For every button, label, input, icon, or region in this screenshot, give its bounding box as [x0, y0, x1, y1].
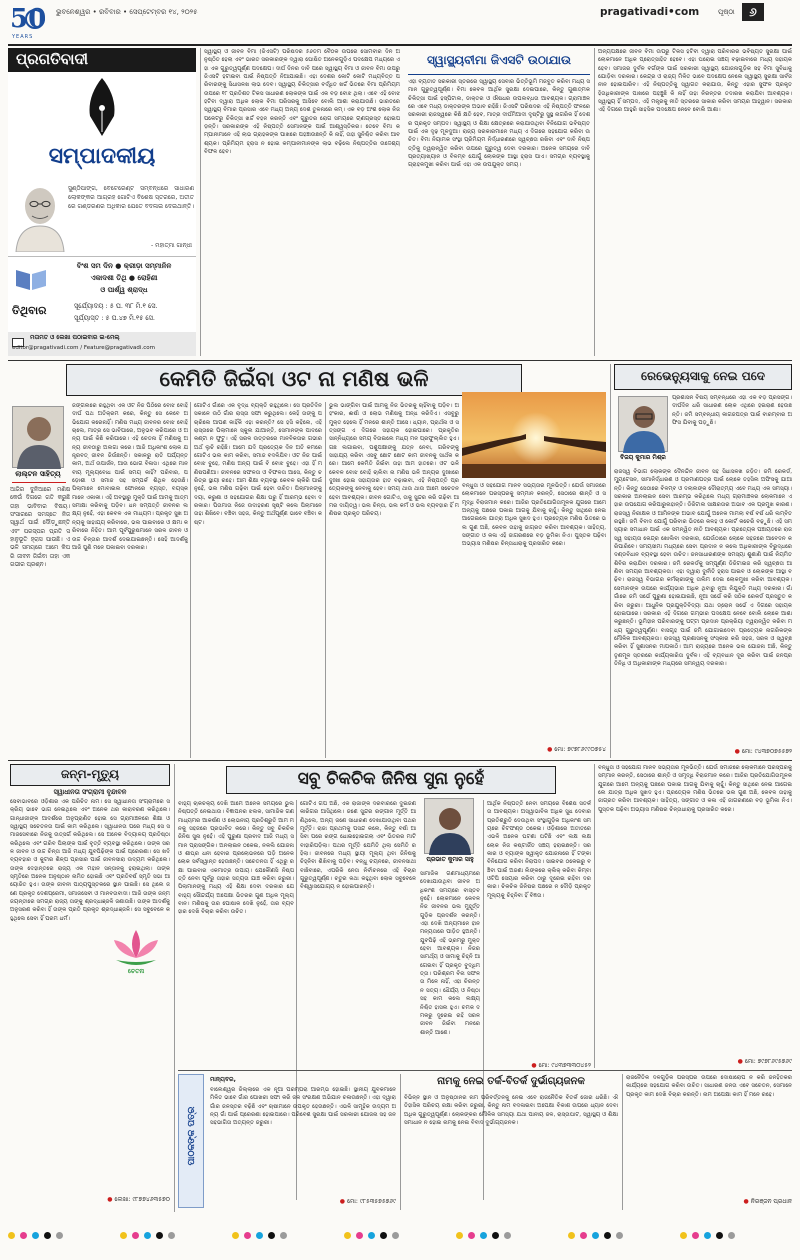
header-bar [0, 0, 800, 44]
contact-email[interactable]: editor@pragativadi.com / Feature@pragativadi.com [12, 345, 155, 351]
color-swatch [604, 1232, 611, 1239]
color-swatch [692, 1232, 699, 1239]
color-swatch [356, 1232, 363, 1239]
color-swatch [156, 1232, 163, 1239]
janma-mrutyu-title: ଜନ୍ମ-ମୃତ୍ୟୁ [10, 764, 170, 786]
gandhi-quote: ସୁଣ୍ଠିପାଙ୍ଗ, ବେଟେରେଣ୍ଟ ସମ୍ବନ୍ଧରେ ସାଧାରଣ ଲୋକଙ୍କର ଆଗ୍ରହ ଗୋଟିଏ ବିଶେଷ ସ୍ତରରେ, ଅତୀତରେ ଗଣ୍ଡରଣର ଅଧିକାର ଯେତେ ବଦଳାଇ ଦେଇଥାନ୍ତି। [68, 185, 194, 210]
sunset: ସୂର୍ଯ୍ୟାସ୍ତ : ୫ ଘ.୪୭ ମି.୧୫ ସେ. [74, 314, 155, 322]
masthead-rule [8, 256, 196, 257]
page-number: ୬ [742, 3, 764, 21]
article4-headline: ନାମକୁ ନେଇ ତର୍କ-ବିତର୍କ ଦୁର୍ଭାଗ୍ୟଜନକ [437, 1076, 585, 1087]
editorial-col-3: ଅନ୍ୟପକ୍ଷରେ ଜୀବନ ବିମା ଉପରୁ ଟିକସ ହଟିବା ଦ୍ୱାରା ପରିବାରର ଭବିଷ୍ୟତ ସୁରକ୍ଷା ପାଇଁ ଲୋକମାନେ ଅଧିକ ପ୍ରୋତ୍ସାହିତ ହେବେ। ଏହା ଘରୋଇ ସଞ୍ଚୟ ବଢ଼ାଇବାରେ ମଧ୍ୟ ସହାୟକ ହେବ। ସମାଜର ଦୁର୍ବଳ ବର୍ଗଙ୍କ ପାଇଁ ସରକାରୀ ସ୍ୱାସ୍ଥ୍ୟ ଯୋଜନାଗୁଡ଼ିକ ସହ ବିମା ସୁବିଧାକୁ ଯୋଡ଼ିବା ଦରକାର। କେନ୍ଦ୍ର ଓ ରାଜ୍ୟ ମିଳିତ ଭାବେ ପଦକ୍ଷେପ ନେଲେ ସ୍ୱାସ୍ଥ୍ୟ ସୁରକ୍ଷା ସାର୍ବଜନୀନ ହୋଇପାରିବ। ଏହି ନିଷ୍ପତ୍ତିକୁ ସ୍ୱାଗତ କରାଯାଉ, କିନ୍ତୁ ଏହାର ସୁଫଳ ପ୍ରକୃତ ହିତାଧିକାରୀଙ୍କ ପାଖରେ ପହଞ୍ଚୁଛି କି ନାହିଁ ତାହା ନିରନ୍ତର ତଦାରଖ କରାଯିବା ଆବଶ୍ୟକ। ସ୍ୱାସ୍ଥ୍ୟ ହିଁ ସମ୍ପଦ, ଏହି ମନ୍ତ୍ରକୁ ନୀତି ସ୍ତରରେ ସାକାର କରିବା ସମୟର ଆହ୍ୱାନ। ସରକାର ଏହି ଦିଗରେ ଆହୁରି ସାହସିକ ପଦକ୍ଷେପ ନେବେ ବୋଲି ଆଶା। [598, 49, 792, 114]
article2-author-photo [618, 396, 668, 452]
article3-headline: ସବୁ ଚିକଚିକ ଜିନିଷ ସୁନା ନୁହେଁ [226, 766, 556, 794]
color-swatch [468, 1232, 475, 1239]
article4-body: ବିଭିନ୍ନ ସ୍ଥାନ ଓ ଅନୁଷ୍ଠାନର ନାମ ପରିବର୍ତ୍ତନକୁ ନେଇ ଏବେ ରାଜନୈତିକ ବିତର୍କ ଜୋର ଧରିଛି। ଐତିହାସିକ ପରିଚୟ ରକ୍ଷା କରିବା ଜରୁରୀ, କିନ୍ତୁ ନାମ ବଦଳାଇବା ଅପେକ୍ଷା ବିକାଶ ଉପରେ ଧ୍ୟାନ ଦେବା ଅଧିକ ଗୁରୁତ୍ୱପୂର୍ଣ୍ଣ। ଲୋକଙ୍କର ମୌଳିକ ସମସ୍ୟା ଯଥା ପାନୀୟ ଜଳ, ରାସ୍ତାଘାଟ, ସ୍ୱାସ୍ଥ୍ୟ ଓ ଶିକ୍ଷା ସମାଧାନ ନ ହୋଇ ନାମକୁ ନେଇ ବିବାଦ ଦୁର୍ଭାଗ୍ୟଜନକ। [404, 1095, 618, 1127]
color-swatch [168, 1232, 175, 1239]
book-icon [14, 266, 48, 292]
article4-col-3: ରାଜନୈତିକ ଦଳଗୁଡ଼ିକ ପରସ୍ପର ଉପରେ ଦୋଷାରୋପ ନ କରି ଜନହିତକର କାର୍ଯ୍ୟରେ ସହଯୋଗ କରିବା ଉଚିତ। ସାଧାରଣ ଜନତା ଏବେ ସଚେତନ, ସେମାନେ ପ୍ରକୃତ କାମ ଦେଖି ବିଚାର କରନ୍ତି। ନାମ ଅପେକ୍ଷା କାମ ହିଁ ମନେ ରହେ। [626, 1075, 792, 1098]
color-swatch [568, 1232, 575, 1239]
article3-author: ପ୍ରଭାତ କୁମାର ସାହୁ [426, 856, 474, 863]
article3-col-5: ବନ୍ଧୁତା ଓ ସହଯୋଗ ମାନବ ସଭ୍ୟତାର ମୂଳଭିତ୍ତି। ଯେଉଁ ସମାଜରେ ଲୋକମାନେ ପରସ୍ପରକୁ ସମ୍ମାନ କରନ୍ତି, ସେଠାରେ ଶାନ୍ତି ଓ ସମୃଦ୍ଧି ବିରାଜମାନ କରେ। ଆଜିର ପ୍ରତିଯୋଗିତାମୂଳକ ଯୁଗରେ ଆମେ ଅନ୍ୟକୁ ପଛରେ ପକାଇ ଆଗକୁ ଯିବାକୁ ଚାହୁଁ। କିନ୍ତୁ ସାଥିରେ ନେଇ ଆଗେଇଲେ ଯାତ୍ରା ଅଧିକ ସୁଖଦ ହୁଏ। ପ୍ରତ୍ୟେକ ମଣିଷ ଭିତରେ ଭଲ ଗୁଣ ଅଛି, କେବଳ ତାହାକୁ ଜାଗ୍ରତ କରିବା ଆବଶ୍ୟକ। ସାହିତ୍ୟ, ସଙ୍ଗୀତ ଓ କଳା ଏହି ଜାଗରଣରେ ବଡ଼ ଭୂମିକା ନିଏ। ପୁସ୍ତକ ପଢ଼ିବା ଅଭ୍ୟାସ ମଣିଷର ଚିନ୍ତାଧାରାକୁ ପ୍ରସାରିତ କରେ। [598, 765, 792, 813]
color-swatch [120, 1232, 127, 1239]
article1-col-2: ଗୋଟିଏ ଗାଁରେ ଏକ ବୃଦ୍ଧ ବ୍ୟକ୍ତି ରହୁଥିଲେ। ସେ ପ୍ରତିଦିନ ସକାଳେ ଉଠି ଗାଁର ରାସ୍ତା ସଫା କରୁଥିଲେ। କେହି ତାଙ୍କୁ ପଚାରିଲେ ଆପଣ କାହିଁକି ଏହା କରନ୍ତି? ସେ ହସି କହିଲେ, ଏହି ରାସ୍ତାରେ ପିଲାମାନେ ସ୍କୁଲ ଯାଆନ୍ତି, ସେମାନଙ୍କ ପାଦରେ କଣ୍ଟା ନ ଫୁଟୁ। ଏହି ସରଳ ଉତ୍ତରରେ ମାନବିକତାର ଗଭୀର ଅର୍ଥ ଲୁଚି ରହିଛି। ଆମେ ଯଦି ପ୍ରତ୍ୟେକ ଦିନ ଅତି କମରେ ଗୋଟିଏ ଭଲ କାମ କରିବା, ସମାଜ ବଦଳିଯିବ। ଓଟ ନିଜ ପାଇଁ ବୋଝ ବୁହେ, ମଣିଷ ଅନ୍ୟ ପାଇଁ ବି ବୋଝ ବୁହେ। ଏହା ହିଁ ମଣିଷପଣିଆ। ଜୀବନରେ ସଫଳତା ଓ ବିଫଳତା ଆସେ, କିନ୍ତୁ ଚରିତ୍ର ସ୍ଥାୟୀ ରହେ। ଆମ ଶିକ୍ଷା ବ୍ୟବସ୍ଥା କେବଳ ଚାକିରି ପାଇଁ ନୁହେଁ, ଭଲ ମଣିଷ ଗଢ଼ିବା ପାଇଁ ହେବା ଉଚିତ। ପିଲାମାନଙ୍କୁ ଦୟା, କରୁଣା ଓ ସହଯୋଗର ଶିକ୍ଷା ଘରୁ ହିଁ ଆରମ୍ଭ ହେବା ଦରକାର। ପିତାମାତା ନିଜେ ଉଦାହରଣ ସୃଷ୍ଟି କଲେ ପିଲାମାନେ ତାହା ଶିଖିବେ। ବଞ୍ଚିବା ସହଜ, କିନ୍ତୁ ଅର୍ଥପୂର୍ଣ୍ଣ ଭାବେ ବଞ୍ଚିବା କଷ୍ଟ। [194, 403, 322, 526]
editorial-head-rule [408, 74, 590, 75]
dateline: ଭୁବନେଶ୍ୱର • ରବିବାର • ସେପ୍ଟେମ୍ବର ୧୪, ୨୦୨୫ [56, 8, 198, 16]
color-swatch [704, 1232, 711, 1239]
section-rule [8, 760, 792, 761]
article1-intro: ଆଜିର ଦୁନିଆରେ ମଣିଷ କେଉଁ ଦିଗରେ ଗତି କରୁଛି ତାହା ଭାବିବାର ବିଷୟ। ସଂସାରରେ ସମସ୍ତେ ନିଜ ସ୍ୱାର୍ଥ ପାଇଁ ଦୌଡ଼ୁଛନ୍ତି ଏବଂ ପରସ୍ପର ପ୍ରତି ସହାନୁଭୂତି ହ୍ରାସ ପାଉଛି। ଏଭଳି ସମୟରେ ଆମେ କିପରି ଜୀବନ ଜିଇଁବା ତାହା ଏକ ଗଭୀର ପ୍ରଶ୍ନ। [10, 487, 70, 569]
article3-author-photo [424, 798, 474, 854]
color-swatch [592, 1232, 599, 1239]
tithi-label: ତିଥିବାର [12, 304, 47, 317]
color-swatch [256, 1232, 263, 1239]
color-swatch [232, 1232, 239, 1239]
col-divider [610, 364, 611, 758]
article3-col-3: ସାମାଜିକ ଗଣମାଧ୍ୟମରେ ଦେଖାଯାଉଥିବା ଜୀବନ ଅଧିକାଂଶ ସମୟରେ ବାସ୍ତବ ନୁହେଁ। ଲୋକମାନେ କେବଳ ନିଜ ଜୀବନର ଭଲ ମୁହୂର୍ତ୍ତଗୁଡ଼ିକ ପ୍ରଦର୍ଶନ କରନ୍ତି। ଏହା ଦେଖି ଅନ୍ୟମାନେ ହୀନମନ୍ୟତାରେ ପୀଡ଼ିତ ହୁଅନ୍ତି। ଯୁବପିଢ଼ି ଏହି ଭ୍ରମରୁ ମୁକ୍ତ ହେବା ଆବଶ୍ୟକ। ନିଜର ସାମର୍ଥ୍ୟ ଓ ସୀମାକୁ ଚିହ୍ନି ଆଗେଇବା ହିଁ ପ୍ରକୃତ ବୁଦ୍ଧିମତ୍ତା। ପରିଶ୍ରମ ବିନା ସଫଳତା ମିଳେ ନାହିଁ, ଏହା ଚିରନ୍ତନ ସତ୍ୟ। ଧୈର୍ଯ୍ୟ ଓ ନିଷ୍ଠା ସହ କାମ କଲେ ଲକ୍ଷ୍ୟ ନିଶ୍ଚିତ ହାସଲ ହୁଏ। ଚମକ ଦମକରୁ ଦୂରେଇ ରହି ସରଳ ଜୀବନ ଜିଇଁବା ମନରେ ଶାନ୍ତି ଆଣେ। [420, 871, 480, 1036]
color-swatch [268, 1232, 275, 1239]
section-rule [8, 360, 792, 361]
article3-sig2-text: ମୋ: ୭୯୭୮୬୯୫୭୬୯ [744, 1058, 792, 1065]
col-divider [622, 1074, 623, 1210]
lotus-logo [104, 924, 168, 976]
color-swatch [44, 1232, 51, 1239]
article4-text: ବାଲେଶ୍ୱର ଜିଲ୍ଲାରେ ଏକ ନୂଆ ପରମ୍ପରା ଆରମ୍ଭ ହୋଇଛି। ସ୍ଥାନୀୟ ଯୁବକମାନେ ମିଳିତ ଭାବେ ଗାଁର ପୋଖରୀ ସଫା କରି ଜଳ ସଂରକ୍ଷଣ ଅଭିଯାନ ଚଳାଉଛନ୍ତି। ଏହା ଦ୍ୱାରା ଗାଁର ଜଳସ୍ତର ବଢ଼ିଛି ଏବଂ ଚାଷୀମାନେ ଉପକୃତ ହେଉଛନ୍ତି। ଏଭଳି ସାମୂହିକ ଉଦ୍ୟମ ଅନ୍ୟ ଗାଁ ପାଇଁ ପ୍ରେରଣା ହୋଇପାରେ। ପରିବେଶ ସୁରକ୍ଷା ପାଇଁ ସରକାରୀ ଯୋଜନା ସହ ଜନସହଭାଗିତା ଅତ୍ୟନ୍ତ ଜରୁରୀ। [210, 1087, 396, 1127]
shloka-line-2: ଏକାଦଶୀ ତିଥି ● ରୋହିଣୀ [90, 274, 158, 282]
color-swatch [728, 1232, 735, 1239]
janma-mrutyu-text: ସେବାଭାବରେ ଓଡ଼ିଶାର ଏକ ପରିଚିତ ନାମ। ସେ ସ୍ୱାଧୀନତା ସଂଗ୍ରାମରେ ସକ୍ରିୟ ଭାବେ ଭାଗ ନେଇଥିଲେ ଏବଂ ଅନେକ ଥର କାରାବରଣ କରିଥିଲେ। ଗାନ୍ଧୀଜୀଙ୍କ ଆଦର୍ଶରେ ଅନୁପ୍ରାଣିତ ହୋଇ ସେ ଗ୍ରାମାଞ୍ଚଳରେ ଶିକ୍ଷା ଓ ସ୍ୱାସ୍ଥ୍ୟ ସଚେତନତା ପାଇଁ କାମ କରିଥିଲେ। ସ୍ୱାଧୀନତା ପରେ ମଧ୍ୟ ସେ ସମାଜସେବାରେ ନିଜକୁ ଉତ୍ସର୍ଗ କରିଥିଲେ। ସେ ଅନେକ ବିଦ୍ୟାଳୟ ପ୍ରତିଷ୍ଠା କରିଥିଲେ ଏବଂ ଗରିବ ପିଲାଙ୍କ ପାଇଁ ବୃତ୍ତି ବ୍ୟବସ୍ଥା କରିଥିଲେ। ତାଙ୍କ ସରଳ ଜୀବନ ଓ ଉଚ୍ଚ ଚିନ୍ତା ଆଜି ମଧ୍ୟ ଯୁବପିଢ଼ିଙ୍କ ପାଇଁ ପ୍ରେରଣା। ସେ ଖଦି ବ୍ୟବହାର ଓ କୁଟୀର ଶିଳ୍ପ ପ୍ରସାର ପାଇଁ ଜୀବନସାରା ଉଦ୍ୟମ କରିଥିଲେ। ତାଙ୍କ ଦେହାନ୍ତରେ ରାଜ୍ୟ ଏକ ମହାନ ସନ୍ତାନକୁ ହରାଇଥିଲା। ତାଙ୍କ ସ୍ମୃତିରେ ଅନେକ ଅନୁଷ୍ଠାନ ନାମିତ ହୋଇଛି ଏବଂ ପ୍ରତିବର୍ଷ ସ୍ମୃତି ସଭା ଆୟୋଜିତ ହୁଏ। ତାଙ୍କ ଜୀବନୀ ପାଠ୍ୟପୁସ୍ତକରେ ସ୍ଥାନ ପାଇଛି। ସେ ଥିଲେ ଜଣେ ପ୍ରକୃତ ଦେଶପ୍ରେମୀ, ସମାଜସେବୀ ଓ ମାନବତାବାଦୀ। ଆଜି ତାଙ୍କ ଜନ୍ମ ଜୟନ୍ତୀରେ ସମଗ୍ର ରାଜ୍ୟ ତାଙ୍କୁ ଶ୍ରଦ୍ଧାଞ୍ଜଳି ଜଣାଉଛି। ତାଙ୍କ ଆଦର୍ଶକୁ ଅନୁସରଣ କରିବା ହିଁ ତାଙ୍କ ପ୍ରତି ପ୍ରକୃତ ଶ୍ରଦ୍ଧାଞ୍ଜଳି। ସେ ସବୁବେଳେ କହୁଥିଲେ ସେବା ହିଁ ପରମ ଧର୍ମ। [10, 799, 170, 922]
color-swatch [32, 1232, 39, 1239]
color-swatch [680, 1232, 687, 1239]
col-divider [200, 48, 201, 356]
sunrise: ସୂର୍ଯ୍ୟୋଦୟ : ୫ ଘ. ୩୮ ମି.୧ ସେ. [74, 302, 158, 310]
color-swatch [716, 1232, 723, 1239]
article3-signature-1: ● ମୋ: ୯୪୩୭୩୩୦୪୫୨ [531, 1062, 591, 1069]
col-divider [174, 764, 175, 1212]
janma-mrutyu-text-more [10, 932, 102, 976]
article2-sig-text: ମୋ: ୯୪୩୭୦୭୫୫୭୨ [741, 748, 792, 755]
section-title: ସମ୍ପାଦକୀୟ [48, 144, 156, 169]
color-swatch [344, 1232, 351, 1239]
lotus-logo-label: ଚେତନା [127, 968, 145, 975]
reader-intro: ମାନ୍ୟବର, [210, 1076, 236, 1083]
color-swatch [616, 1232, 623, 1239]
logo-years: 50 [10, 4, 47, 34]
col-divider [594, 48, 595, 356]
article2-body: ରାଜସ୍ୱ ବିଭାଗ ଲୋକଙ୍କ ଦୈନନ୍ଦିନ ଜୀବନ ସହ ସିଧାସଳଖ ଜଡ଼ିତ। ଜମି ରେକର୍ଡ, ମ୍ୟୁଟେସନ, ସୀମାନିର୍ଦ୍ଧାରଣ ଓ ପ୍ରମାଣପତ୍ର ପାଇଁ ଲୋକେ ତହସିଲ ଅଫିସକୁ ଯାଆନ୍ତି। କିନ୍ତୁ ସେଠାରେ ବିଳମ୍ବ ଓ ଦଲାଲଙ୍କ ଦୌରାତ୍ମ୍ୟ ଏବେ ମଧ୍ୟ ଏକ ସମସ୍ୟା। ସରକାର ଅନଲାଇନ ସେବା ଆରମ୍ଭ କରିଥିଲେ ମଧ୍ୟ ଗ୍ରାମାଞ୍ଚଳର ଲୋକମାନେ ଏହାର ଉପଯୋଗ କରିପାରୁନାହାନ୍ତି। ଡିଜିଟାଲ ସାକ୍ଷରତାର ଅଭାବ ଏକ ପ୍ରମୁଖ କାରଣ। ରାଜସ୍ୱ ନିରୀକ୍ଷକ ଓ ଆମିନଙ୍କ ଅଭାବ ଯୋଗୁଁ ଅନେକ ମାମଲା ବର୍ଷ ବର୍ଷ ଧରି ଲମ୍ବିତ ରହୁଛି। ଜମି ବିବାଦ ଯୋଗୁଁ ପରିବାର ଭିତରେ କଳହ ଓ କୋର୍ଟ କଚେରି ବଢ଼ୁଛି। ଏହି ସମସ୍ୟାର ସମାଧାନ ପାଇଁ ଏକ ସମନ୍ୱିତ ନୀତି ଆବଶ୍ୟକ। ପ୍ରତ୍ୟେକ ପଞ୍ଚାୟତରେ ରାଜସ୍ୱ ସହାୟତା କେନ୍ଦ୍ର ଖୋଲିବା ଦରକାର, ଯେଉଁଠାରେ ଲୋକେ ସହଜରେ ଆବେଦନ କରିପାରିବେ। ସମୟସୀମା ମଧ୍ୟରେ ସେବା ପ୍ରଦାନ ନ କଲେ ଅଧିକାରୀଙ୍କ ବିରୁଦ୍ଧରେ ଦଣ୍ଡବିଧାନ ବ୍ୟବସ୍ଥା ହେବା ଉଚିତ। ଜନସାଧାରଣଙ୍କ ସମସ୍ୟା ଶୁଣାଣି ପାଇଁ ନିୟମିତ ଶିବିର କରାଯିବା ଦରକାର। ଜମି ରେକର୍ଡକୁ ସମ୍ପୂର୍ଣ୍ଣ ଡିଜିଟାଇଜ କରି ସ୍ୱଚ୍ଛତା ଆଣିବା ସମୟର ଆବଶ୍ୟକତା। ଏହା ଦ୍ୱାରା ଦୁର୍ନୀତି ହ୍ରାସ ପାଇବ ଓ ଲୋକଙ୍କ ଆସ୍ଥା ବଢ଼ିବ। ରାଜସ୍ୱ ବିଭାଗର କର୍ମଚାରୀଙ୍କୁ ତାଲିମ ଦେଇ ଲୋକମୁଖୀ କରିବା ଆବଶ୍ୟକ। ସେମାନଙ୍କ ଉପରେ କାର୍ଯ୍ୟଭାର ଅଧିକ ଥିବାରୁ ନୂଆ ନିଯୁକ୍ତି ମଧ୍ୟ ଦରକାର। ଗାଁ ଗାଁରେ ଜମି ସର୍ଭେ ପୁରୁଣା ହୋଇଯାଇଛି, ନୂଆ ସର୍ଭେ କରି ସଠିକ ରେକର୍ଡ ପ୍ରସ୍ତୁତ କରିବା ଜରୁରୀ। ଆଧୁନିକ ପ୍ରଯୁକ୍ତିବିଦ୍ୟା ଯଥା ଡ୍ରୋନ ସର୍ଭେ ଏ ଦିଗରେ ସହାୟକ ହୋଇପାରେ। ସରକାର ଏହି ଦିଗରେ ଗମ୍ଭୀର ପଦକ୍ଷେପ ନେବେ ବୋଲି ଲୋକେ ଆଶା କରୁଛନ୍ତି। ଭୂମିହୀନ ପରିବାରଙ୍କୁ ପଟ୍ଟା ପ୍ରଦାନ ପ୍ରକ୍ରିୟା ତ୍ୱରାନ୍ୱିତ କରିବା ମଧ୍ୟ ଗୁରୁତ୍ୱପୂର୍ଣ୍ଣ। ବାସଗୃହ ପାଇଁ ଜମି ଯୋଗାଇଦେବା ପ୍ରତ୍ୟେକ ନାଗରିକଙ୍କ ମୌଳିକ ଆବଶ୍ୟକତା। ରାଜସ୍ୱ ପ୍ରଶାସନକୁ ସଂସ୍କାର କରି ସହଜ, ସରଳ ଓ ସ୍ୱଚ୍ଛ କରିବା ହିଁ ସୁଶାସନର ମାପକାଠି। ଆମ ରାଜ୍ୟରେ ଅନେକ ଭଲ ଯୋଜନା ଅଛି, କିନ୍ତୁ ତୃଣମୂଳ ସ୍ତରରେ କାର୍ଯ୍ୟକାରିତା ଦୁର୍ବଳ। ଏହି ବ୍ୟବଧାନ ଦୂର କରିବା ପାଇଁ ଜନପ୍ରତିନିଧି ଓ ଅଧିକାରୀଙ୍କ ମଧ୍ୟରେ ସମନ୍ୱୟ ଦରକାର। [614, 469, 792, 667]
color-swatch [280, 1232, 287, 1239]
reader-signature: ● ମୋ: ୯୮୫୩୫୭୫୭୬୯ [339, 1198, 396, 1205]
col-divider [400, 1074, 401, 1210]
article4-signature: ● ନିରଞ୍ଜନ ପ୍ରଧାନ [743, 1198, 792, 1205]
color-swatch [392, 1232, 399, 1239]
gandhi-attribution: - ମହାତ୍ମା ଗାନ୍ଧୀ [151, 242, 192, 249]
logo-sub: YEARS [12, 34, 34, 40]
editorial-col-2: ଏହା ବ୍ୟତୀତ ସରକାରୀ ସ୍ତରରେ ସ୍ୱାସ୍ଥ୍ୟ ସେବାର ଭିତ୍ତିଭୂମି ମଜବୁତ କରିବା ମଧ୍ୟ ସମାନ ଗୁରୁତ୍ୱପୂର୍ଣ୍ଣ। ବିମା କେବଳ ଆର୍ଥିକ ସୁରକ୍ଷା ଦେଇପାରେ, କିନ୍ତୁ ଗୁଣାତ୍ମକ ଚିକିତ୍ସା ପାଇଁ ହସ୍ପିଟାଲ, ଡାକ୍ତର ଓ ଔଷଧର ଉପଲବ୍ଧତା ଆବଶ୍ୟକ। ଗ୍ରାମାଞ୍ଚଳରେ ଏବେ ମଧ୍ୟ ଡାକ୍ତରଙ୍କ ଅଭାବ ରହିଛି। ଜିଏସଟି ପରିଷଦର ଏହି ନିଷ୍ପତ୍ତି ଫଳରେ ସରକାରୀ ରାଜସ୍ୱରେ କିଛି କ୍ଷତି ହେବ, ମାତ୍ର ଦୀର୍ଘମିଆଦୀ ଦୃଷ୍ଟିରୁ ସୁସ୍ଥ ନାଗରିକ ହିଁ ଦେଶର ପ୍ରକୃତ ସମ୍ପଦ। ସ୍ୱାସ୍ଥ୍ୟ ଓ ଶିକ୍ଷା କ୍ଷେତ୍ରରେ କରାଯାଉଥିବା ବିନିଯୋଗ ଭବିଷ୍ୟତ ପାଇଁ ଏକ ଦୃଢ଼ ମୂଳଦୁଆ। ରାଜ୍ୟ ସରକାରମାନେ ମଧ୍ୟ ଏ ଦିଗରେ ସହଯୋଗ କରିବା ଉଚିତ। ବିମା ନିୟାମକ ସଂସ୍ଥା ପ୍ରିମିୟମ ନିର୍ଦ୍ଧାରଣରେ ସ୍ୱଚ୍ଛତା ରଖିବା ଏବଂ ଦାବି ନିଷ୍ପତ୍ତିକୁ ତ୍ୱରାନ୍ୱିତ କରିବା ଉପରେ ଗୁରୁତ୍ୱ ଦେବା ଦରକାର। ଅନେକ ସମୟରେ ଦାବି ପ୍ରତ୍ୟାଖ୍ୟାନ ଓ ବିଳମ୍ବ ଯୋଗୁଁ ଲୋକଙ୍କ ଆସ୍ଥା ହ୍ରାସ ପାଏ। ସମଗ୍ର ବ୍ୟବସ୍ଥାକୁ ଗ୍ରାହକମୁଖୀ କରିବା ପାଇଁ ଏହା ଏକ ଉପଯୁକ୍ତ ସମୟ। [408, 79, 590, 169]
color-swatch [144, 1232, 151, 1239]
col-divider [594, 764, 595, 1068]
contact-label: ମତାମତ ଓ ଲେଖା ପଠାଇବାର ଇ-ମେଲ୍ [30, 334, 120, 341]
article1-col-4: ବନ୍ଧୁତା ଓ ସହଯୋଗ ମାନବ ସଭ୍ୟତାର ମୂଳଭିତ୍ତି। ଯେଉଁ ସମାଜରେ ଲୋକମାନେ ପରସ୍ପରକୁ ସମ୍ମାନ କରନ୍ତି, ସେଠାରେ ଶାନ୍ତି ଓ ସମୃଦ୍ଧି ବିରାଜମାନ କରେ। ଆଜିର ପ୍ରତିଯୋଗିତାମୂଳକ ଯୁଗରେ ଆମେ ଅନ୍ୟକୁ ପଛରେ ପକାଇ ଆଗକୁ ଯିବାକୁ ଚାହୁଁ। କିନ୍ତୁ ସାଥିରେ ନେଇ ଆଗେଇଲେ ଯାତ୍ରା ଅଧିକ ସୁଖଦ ହୁଏ। ପ୍ରତ୍ୟେକ ମଣିଷ ଭିତରେ ଭଲ ଗୁଣ ଅଛି, କେବଳ ତାହାକୁ ଜାଗ୍ରତ କରିବା ଆବଶ୍ୟକ। ସାହିତ୍ୟ, ସଙ୍ଗୀତ ଓ କଳା ଏହି ଜାଗରଣରେ ବଡ଼ ଭୂମିକା ନିଏ। ପୁସ୍ତକ ପଢ଼ିବା ଅଭ୍ୟାସ ମଣିଷର ଚିନ୍ତାଧାରାକୁ ପ୍ରସାରିତ କରେ। [462, 483, 606, 548]
color-swatch [580, 1232, 587, 1239]
color-swatch [380, 1232, 387, 1239]
editorial-headline: ସ୍ୱାସ୍ଥ୍ୟବୀମା ଜିଏସଟି ଉଠାଯାଉ [426, 53, 572, 67]
article1-col-3: ଭୁଲ ଭାଙ୍ଗିବା ପାଇଁ ଆମକୁ ନିଜ ଭିତରକୁ ଚାହିଁବାକୁ ପଡ଼ିବ। ଅହଂକାର, ଈର୍ଷା ଓ ଲୋଭ ମଣିଷକୁ ଅନ୍ଧ କରିଦିଏ। ଏସବୁରୁ ମୁକ୍ତ ହେଲେ ହିଁ ମନରେ ଶାନ୍ତି ଆସେ। ଧ୍ୟାନ, ପ୍ରାର୍ଥନା ଓ ସତ୍‌ସଙ୍ଗ ଏ ଦିଗରେ ସହାୟକ ହୋଇପାରେ। ପ୍ରକୃତିର ସାନ୍ନିଧ୍ୟରେ ସମୟ ବିତାଇଲେ ମଧ୍ୟ ମନ ପ୍ରଫୁଲ୍ଲିତ ହୁଏ। ଗଛ ଲଗାଇବା, ପଶୁପକ୍ଷୀଙ୍କୁ ଯତ୍ନ ନେବା, ଗରିବଙ୍କୁ ସାହାଯ୍ୟ କରିବା ଏସବୁ ଛୋଟ ଛୋଟ କାମ ଜୀବନକୁ ସାର୍ଥକ କରେ। ଆମେ କେମିତି ଜିଇଁବା ତାହା ଆମ ହାତରେ। ଓଟ ଭଳି କେବଳ ବୋଝ ବୋହି ଚାଲିବା ନା ମଣିଷ ଭଳି ଅନ୍ୟର ଦୁଃଖରେ ଦୁଃଖୀ ହୋଇ ସହାୟତାର ହାତ ବଢ଼ାଇବା, ଏହି ନିଷ୍ପତ୍ତି ପ୍ରତ୍ୟେକଙ୍କୁ ନେବାକୁ ହେବ। ସମୟ ଥାଉ ଥାଉ ଆମେ ସଚେତନ ହେବା ଆବଶ୍ୟକ। ଜୀବନ ଗୋଟିଏ, ତାକୁ ସୁନ୍ଦର କରି ଗଢ଼ିବା ଆମର ଦାୟିତ୍ୱ। ଭଲ ଚିନ୍ତା, ଭଲ କର୍ମ ଓ ଭଲ ବ୍ୟବହାର ହିଁ ମଣିଷର ପ୍ରକୃତ ପରିଚୟ। [329, 403, 459, 518]
paper-name: ପ୍ରଗତିବାଦୀ [16, 50, 89, 68]
color-swatch [368, 1232, 375, 1239]
janma-sig-text: ଲେଖା: ୯୮୭୭୪୬୩୫୭୦ [114, 1196, 170, 1203]
color-swatch [480, 1232, 487, 1239]
color-swatch [244, 1232, 251, 1239]
color-swatch [504, 1232, 511, 1239]
article2-author: ବିଜୟ କୁମାର ମିଶ୍ର [620, 454, 666, 461]
paper-name-banner [8, 48, 196, 72]
header-rule [8, 44, 792, 46]
article1-author-photo [12, 406, 64, 468]
article3-signature-2: ● ମୋ: ୭୯୭୮୬୯୫୭୬୯ [737, 1058, 792, 1065]
color-swatch [56, 1232, 63, 1239]
article3-sig1-text: ମୋ: ୯୪୩୭୩୩୦୪୫୨ [538, 1062, 591, 1069]
article1-author: ଲାଲ୍ଟନ ସାହିତ୍ୟ [15, 470, 61, 478]
editorial-col-1: ସ୍ୱାସ୍ଥ୍ୟ ଓ ଜୀବନ ବିମା (ଜିଏସଟି) ପରିଷଦର ୫୬ତମ ବୈଠକ ଉପରେ ସୋମବାର ଦିନ ଅନୁଷ୍ଠିତ ହେଲା ଏବଂ ଭାରତ ସରକାରଙ୍କ ଦ୍ୱାରା ଘୋଷିତ ଅନେକଗୁଡ଼ିଏ ପଦକ୍ଷେପ ମଧ୍ୟରେ ଏହା ଏକ ଗୁରୁତ୍ୱପୂର୍ଣ୍ଣ ପଦକ୍ଷେପ। ଦୀର୍ଘ ଦିନର ଦାବି ପରେ ସ୍ୱାସ୍ଥ୍ୟ ବିମା ଓ ଜୀବନ ବିମା ଉପରୁ ଜିଏସଟି ହଟାଇବା ପାଇଁ ନିଷ୍ପତ୍ତି ନିଆଯାଇଛି। ଏହା ଦେଶର କୋଟି କୋଟି ମଧ୍ୟବିତ୍ତ ପରିବାରଙ୍କୁ ସିଧାସଳଖ ଲାଭ ଦେବ। ସ୍ୱାସ୍ଥ୍ୟ ଚିକିତ୍ସାର ବର୍ଦ୍ଧିତ ଖର୍ଚ୍ଚ ଭିତରେ ବିମା ପ୍ରିମିୟମ ଉପରେ ୧୮ ପ୍ରତିଶତ ଟିକସ ସାଧାରଣ ଲୋକଙ୍କ ପାଇଁ ଏକ ବଡ଼ ବୋଝ ଥିଲା। ଏବେ ଏହି ବୋଝ ହଟିବା ଦ୍ୱାରା ଅଧିକ ଲୋକ ବିମା ପରିସରକୁ ଆସିବେ ବୋଲି ଆଶା କରାଯାଉଛି। ଭାରତରେ ସ୍ୱାସ୍ଥ୍ୟ ବିମାର ପ୍ରସାର ଏବେ ମଧ୍ୟ ଅନ୍ୟ ଦେଶ ତୁଳନାରେ କମ୍‌। ଏକ ବଡ଼ ଅଂଶ ଲୋକ ନିଜ ପକେଟରୁ ଚିକିତ୍ସା ଖର୍ଚ୍ଚ ବହନ କରନ୍ତି ଏବଂ ଗୁରୁତର ରୋଗ ସମୟରେ ଋଣଗ୍ରସ୍ତ ହୋଇପଡ଼ନ୍ତି। ସରକାରଙ୍କ ଏହି ନିଷ୍ପତ୍ତି ସେମାନଙ୍କ ପାଇଁ ଆଶ୍ୱସ୍ତିକର। ତେବେ ବିମା କମ୍ପାନୀମାନେ ଏହି ଲାଭ ଗ୍ରାହକଙ୍କ ପାଖରେ ପହଞ୍ଚାଉଛନ୍ତି କି ନାହିଁ, ତାହା ସୁନିଶ୍ଚିତ କରିବା ଆବଶ୍ୟକ। ପ୍ରିମିୟମ ହ୍ରାସ ନ ହୋଇ କମ୍ପାନୀମାନଙ୍କ ଲାଭ ବଢ଼ିଲେ ନିଷ୍ପତ୍ତିର ଉଦ୍ଦେଶ୍ୟ ବିଫଳ ହେବ। [204, 49, 400, 156]
color-swatch [492, 1232, 499, 1239]
site-url[interactable]: pragativadi•com [600, 6, 700, 18]
reader-letters-label: ପାଠକଙ୍କ ପତ୍ର [187, 1106, 197, 1166]
print-color-bar [8, 1220, 792, 1250]
reader-letters-tab [178, 1074, 204, 1208]
gandhi-portrait [12, 182, 66, 252]
color-swatch [132, 1232, 139, 1239]
reader-sig-text: ମୋ: ୯୮୫୩୫୭୫୭୬୯ [347, 1198, 396, 1205]
page-label: ପୃଷ୍ଠା [718, 8, 735, 16]
article3-col-1: ବାହ୍ୟ ଚାକଚକ୍ୟ ଦେଖି ଆମେ ଅନେକ ସମୟରେ ଭୁଲ ନିଷ୍ପତ୍ତି ନେଇଥାଉ। ବିଜ୍ଞାପନର ଝଲକ, ସାମାଜିକ ଗଣମାଧ୍ୟମର ଆକର୍ଷଣ ଓ ଲୋଭନୀୟ ପ୍ରତିଶ୍ରୁତି ଆମ ମନକୁ ସହଜରେ ପ୍ରଭାବିତ କରେ। କିନ୍ତୁ ସବୁ ଚିକଚିକ ଜିନିଷ ସୁନା ନୁହେଁ। ଏହି ପୁରୁଣା ପ୍ରବାଦ ଆଜି ମଧ୍ୟ ସମାନ ପ୍ରାସଙ୍ଗିକ। ଅନଲାଇନ ଠକେଇ, ନକଲି ଯୋଜନା ଓ ଶୀଘ୍ର ଧନୀ ହେବାର ପ୍ରଲୋଭନରେ ପଡ଼ି ଅନେକ ଲୋକ ସର୍ବସ୍ୱାନ୍ତ ହେଉଛନ୍ତି। ସଚେତନତା ହିଁ ଏଥିରୁ ରକ୍ଷା ପାଇବାର ଏକମାତ୍ର ଉପାୟ। ଯେକୌଣସି ନିଷ୍ପତ୍ତି ନେବା ପୂର୍ବରୁ ତାହାର ସତ୍ୟତା ଯାଞ୍ଚ କରିବା ଜରୁରୀ। ପିଲାମାନଙ୍କୁ ମଧ୍ୟ ଏହି ଶିକ୍ଷା ଦେବା ଦରକାର ଯେ ବାହ୍ୟ ସୌନ୍ଦର୍ଯ୍ୟ ଅପେକ୍ଷା ଭିତରର ଗୁଣ ଅଧିକ ମୂଲ୍ୟବାନ। ମଣିଷକୁ ତାର ପୋଷାକ ଦେଖି ନୁହେଁ, ତାର ବ୍ୟବହାର ଦେଖି ବିଚାର କରିବା ଉଚିତ। [178, 801, 294, 916]
article3-col-4: ଆର୍ଥିକ ନିଷ୍ପତ୍ତି ନେବା ସମୟରେ ବିଶେଷ ସତର୍କତା ଆବଶ୍ୟକ। ଅସ୍ୱାଭାବିକ ଅଧିକ ସୁଧ ଦେବାର ପ୍ରତିଶ୍ରୁତି ଦେଉଥିବା ସଂସ୍ଥାଗୁଡ଼ିକ ଅଧିକାଂଶ ସମୟରେ ଚିଟଫଣ୍ଡ ଠକେଇ। ଓଡ଼ିଶାରେ ଅତୀତରେ ଏଭଳି ଅନେକ ଘଟଣା ଘଟିଛି ଏବଂ ଲକ୍ଷ ଲକ୍ଷ ଲୋକ ନିଜ କଷ୍ଟାର୍ଜିତ ସଞ୍ଚୟ ହରାଇଛନ୍ତି। ସରକାର ଓ ବ୍ୟାଙ୍କ ସ୍ୱୀକୃତ ଯୋଜନାରେ ହିଁ ଟଙ୍କା ବିନିଯୋଗ କରିବା ନିରାପଦ। ସାଇବର ଠକେଇରୁ ବଞ୍ଚିବା ପାଇଁ ଅଜଣା ଲିଙ୍କରେ କ୍ଲିକ୍‌ କରିବା କିମ୍ବା ଓଟିପି ସେୟାର କରିବା ଠାରୁ ଦୂରେଇ ରହିବା ଦରକାର। ଚିକଚିକ ଜିନିଷର ପଛରେ ନ ଦୌଡ଼ି ପ୍ରକୃତ ମୂଲ୍ୟକୁ ଚିହ୍ନିବା ହିଁ ବିଜ୍ଞତା। [487, 801, 591, 899]
janma-mrutyu-signature: ● ଲେଖା: ୯୮୭୭୪୬୩୫୭୦ [107, 1196, 170, 1203]
masthead-panel [8, 48, 196, 332]
janma-mrutyu-subtitle: ସ୍ୱାଧୀନତା ସଂଗ୍ରାମୀ ବୃନ୍ଦାବନ [53, 788, 127, 796]
logo-ring-icon [25, 9, 45, 29]
article2-signature: ● ମୋ: ୯୪୩୭୦୭୫୫୭୨ [734, 748, 792, 755]
article4-sig-text: ନିରଞ୍ଜନ ପ୍ରଧାନ [750, 1198, 792, 1205]
article1-col-1: ଜଙ୍ଗଲରେ ରହୁଥିବା ଏକ ଓଟ ନିଜ ପିଠିରେ ବୋଝ ବୋହି ଦୀର୍ଘ ପଥ ଅତିକ୍ରମ କରେ, କିନ୍ତୁ ସେ କେବେ ଅଭିଯୋଗ କରେନାହିଁ। ମଣିଷ ମଧ୍ୟ ଜୀବନର ବୋଝ ବୋହି ଚାଲେ, ମାତ୍ର ସେ ଭାବିପାରେ, ଅନୁଭବ କରିପାରେ ଓ ଅନ୍ୟ ପାଇଁ କିଛି କରିପାରେ। ଏହି ଚେତନା ହିଁ ମଣିଷକୁ ଅନ୍ୟ ଜୀବଠାରୁ ଅଲଗା କରେ। ଆଜି ଅଧିକାଂଶ ଲୋକ ଯନ୍ତ୍ରବତ୍‌ ଜୀବନ ଜିଉଁଛନ୍ତି। ସକାଳରୁ ରାତି ପର୍ଯ୍ୟନ୍ତ କାମ, ଅର୍ଥ ଉପାର୍ଜନ, ଆଉ ଭୋଗ ବିଳାସ। ଏଥିରେ ମାନବୀୟ ମୂଲ୍ୟବୋଧ ପାଇଁ ସମୟ କାହିଁ? ପରିବାର, ପଡ଼ୋଶୀ ଓ ସମାଜ ସହ ସମ୍ପର୍କ ଶିଥିଳ ହେଉଛି। ପିଲାମାନେ ମୋବାଇଲ ଫୋନରେ ବ୍ୟସ୍ତ, ବୟସ୍କମାନେ ଏକାକୀ। ଏହି ଅବସ୍ଥାରୁ ମୁକ୍ତି ପାଇଁ ଆମକୁ ଆତ୍ମସମୀକ୍ଷା କରିବାକୁ ପଡ଼ିବ। ଧନ ସମ୍ପତ୍ତି ଜୀବନର ଲକ୍ଷ୍ୟ ନୁହେଁ, ଏହା କେବଳ ଏକ ମାଧ୍ୟମ। ପ୍ରକୃତ ସୁଖ ଅନ୍ୟକୁ ସାହାଯ୍ୟ କରିବାରେ, ଭଲ ପାଇବାରେ ଓ କ୍ଷମା କରିବାରେ ନିହିତ। ଆମ ପୂର୍ବପୁରୁଷମାନେ ସରଳ ଜୀବନ ଓ ଉଚ୍ଚ ଚିନ୍ତାର ଆଦର୍ଶ ଦେଇଯାଇଛନ୍ତି। ସେହି ଆଦର୍ଶକୁ ଆଜି ପୁଣି ମନେ ପକାଇବା ଦରକାର। [72, 403, 188, 551]
col-divider [190, 402, 191, 758]
color-swatch [456, 1232, 463, 1239]
shloka-line-1: ବିଂଶ ସମ ଦିନ ● କ୍ରୀଡ଼ା ସମ୍ମାନିନ [76, 262, 172, 270]
anniversary-logo [10, 4, 50, 40]
contact-strip [8, 332, 196, 356]
author-rule [12, 482, 66, 483]
pen-nib-icon [80, 76, 124, 138]
article3-col-2: ଗୋଟିଏ ଗପ ଅଛି, ଏକ ରାଜାଙ୍କ ଦରବାରରେ ଦୁଇଜଣ କାରିଗର ଆସିଥିଲେ। ଜଣେ ସୁନ୍ଦର ରଙ୍ଗୀନ ମୂର୍ତ୍ତି ଆଣିଥିଲେ, ଅନ୍ୟ ଜଣେ ସାଧାରଣ ଦେଖାଯାଉଥିବା ପଥର ମୂର୍ତ୍ତି। ରାଜା ପ୍ରଥମକୁ ପସନ୍ଦ କଲେ, କିନ୍ତୁ ବର୍ଷା ଆସିବା ପରେ ରଙ୍ଗ ଧୋଇହୋଇଗଲା ଏବଂ ଭିତରର ମାଟି ବାହାରିପଡ଼ିଲା। ପଥର ମୂର୍ତ୍ତି ଯେମିତି ଥିଲା ସେମିତି ରହିଲା। ଜୀବନରେ ମଧ୍ୟ ସ୍ଥାୟୀ ମୂଲ୍ୟ ଥିବା ଜିନିଷକୁ ଚିହ୍ନିବା ଶିଖିବାକୁ ପଡ଼ିବ। ବନ୍ଧୁ ଚୟନରେ, ଜୀବନସାଥୀ ବାଛିବାରେ, ଏପରିକି ନେତା ନିର୍ବାଚନରେ ଏହି ବିଚାର ଗୁରୁତ୍ୱପୂର୍ଣ୍ଣ। ଚତୁର କଥା କହୁଥିବା ଲୋକ ସବୁବେଳେ ବିଶ୍ୱାସଯୋଗ୍ୟ ନ ହୋଇପାରନ୍ତି। [300, 801, 416, 891]
article1-sig-text: ମୋ: ୭୯୭୮୬୯୯୦୭୫୪ [554, 746, 606, 753]
article1-signature: ● ମୋ: ୭୯୭୮୬୯୯୦୭୫୪ [547, 746, 606, 753]
col-divider [325, 402, 326, 758]
article2-headline: ରେଭେନ୍ୟୁସାକୁ ନେଇ ପଦେ [614, 364, 792, 390]
color-swatch [8, 1232, 15, 1239]
shloka-line-3: ଓ ପାର୍ଶ୍ୱ ଶ୍ରାଦ୍ଧ [100, 286, 148, 294]
color-swatch [20, 1232, 27, 1239]
section-rule [178, 1070, 792, 1071]
hands-reaching-photo [462, 392, 606, 478]
article2-intro: ପ୍ରଶାସନ ବିଷୟ ସମ୍ବନ୍ଧରେ ଏହା ଏକ ବଡ଼ ପ୍ରସଙ୍ଗ। ଦୀର୍ଘଦିନ ଧରି ସାଧାରଣ ଲୋକ ଏଥିରେ ହଇରାଣ ହେଉଛନ୍ତି। ଜମି ସମ୍ବନ୍ଧୀୟ କାଗଜପତ୍ର ପାଇଁ ବାରମ୍ବାର ଅଫିସ ଯିବାକୁ ପଡ଼ୁଛି। [672, 395, 792, 427]
article1-headline: କେମିତି ଜିଇଁବା ଓଟ ନା ମଣିଷ ଭଳି [66, 364, 522, 396]
